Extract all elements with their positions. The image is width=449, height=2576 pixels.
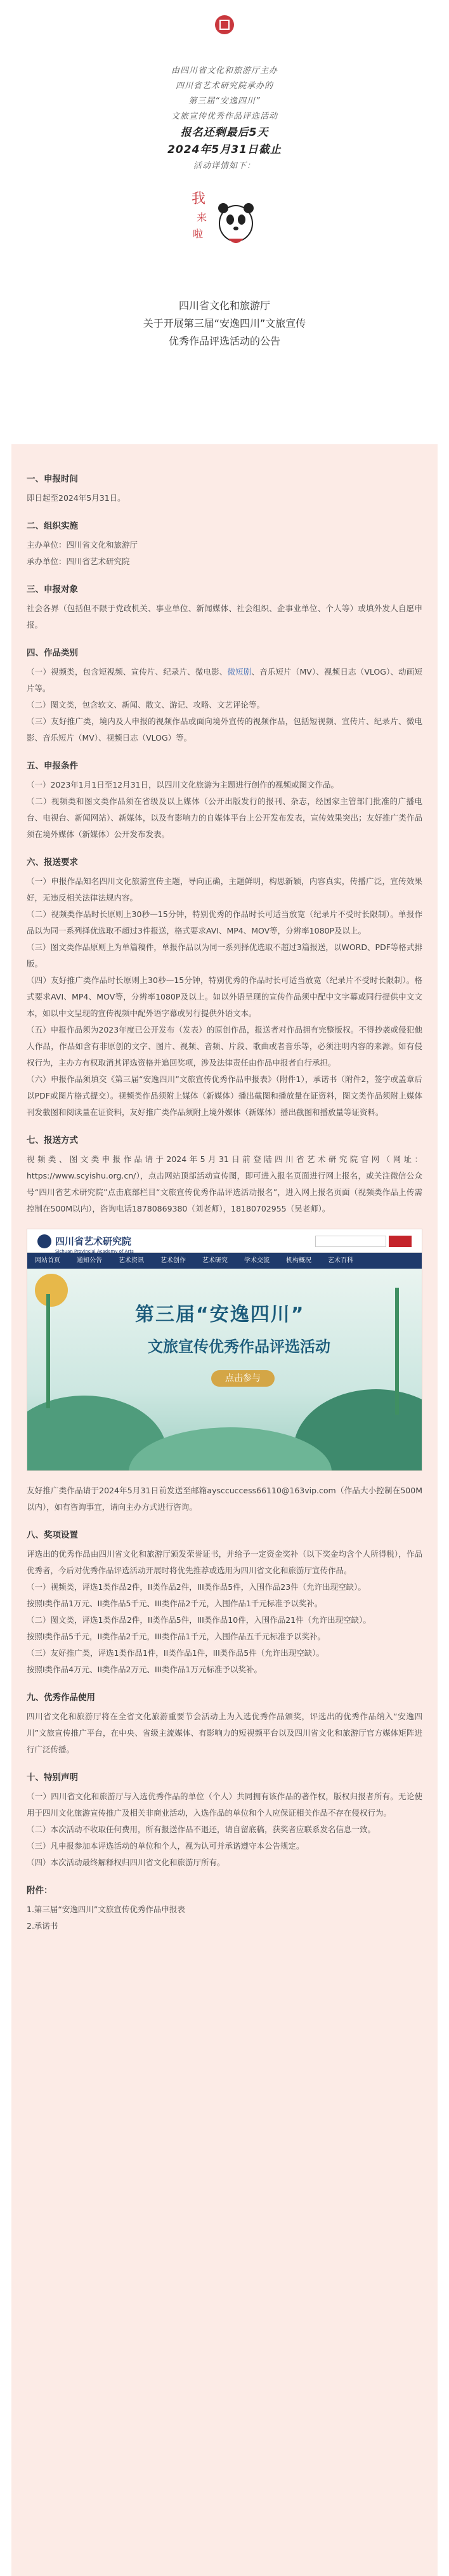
section-text: 即日起至2024年5月31日。 xyxy=(27,493,126,503)
section-text: （二）视频类作品时长原则上30秒—15分钟，特别优秀的作品时长可适当放宽（纪录片不受时长限制）。单报作品以为同一系列择优选取不超过3件报送，格式要求AVI、MP4、MOV等，分辨率1080P及以上。 xyxy=(27,909,422,935)
attachment-item[interactable]: 1.第三届“安逸四川”文旅宣传优秀作品申报表 xyxy=(27,1905,185,1914)
site-nav-item[interactable]: 通知公告 xyxy=(77,1257,102,1264)
site-nav-item[interactable]: 艺术资讯 xyxy=(119,1257,144,1264)
section-heading: 一、申报时间 xyxy=(27,474,78,484)
detail-intro: 活动详情如下： xyxy=(193,161,256,171)
intro-line: 四川省艺术研究院承办的 xyxy=(175,81,273,91)
deadline-days: 报名还剩最后5天 xyxy=(180,126,269,139)
section-text: （二）图文类，包含软文、新闻、散文、游记、攻略、文艺评论等。 xyxy=(27,700,265,710)
section-text: （三）凡申报参加本评选活动的单位和个人，视为认可并承诺遵守本公告规定。 xyxy=(27,1841,304,1851)
section-text: （五）申报作品须为2023年度已公开发布（发表）的原创作品，报送者对作品拥有完整版权。不得抄袭或侵犯他人作品，作品如含有非原创的文字、图片、视频、音频、片段、歌曲或者音乐等，必须注明内容的来源。如有侵权行为，主办方有权取消其评选资格并追回奖项，涉及法律责任由作品申报者自行承担。 xyxy=(27,1025,422,1067)
section-text: 评选出的优秀作品由四川省文化和旅游厅颁发荣誉证书，并给予一定资金奖补（以下奖金均含个人所得税），作品优秀者，今后对优秀作品评选活动开展时将优先推荐或选用为四川省文化和旅游厅宣传作品。 xyxy=(27,1549,422,1575)
section-text: （一）四川省文化和旅游厅与入选优秀作品的单位（个人）共同拥有该作品的著作权，版权归报者所有。无论使用于四川文化旅游宣传推广及相关非商业活动，入选作品的单位和个人应保证相关作品不存在侵权行为。 xyxy=(27,1792,422,1818)
intro-line: 由四川省文化和旅游厅主办 xyxy=(171,66,278,76)
micro-drama-link[interactable]: 微短剧 xyxy=(227,667,252,677)
section-heading: 三、申报对象 xyxy=(27,585,78,595)
section-text: 主办单位：四川省文化和旅游厅 xyxy=(27,540,138,550)
announcement-titles xyxy=(0,297,449,350)
section-text: （三）友好推广类，评选1类作品1件，II类作品1件，III类作品5件（允许出现空缺）。 xyxy=(27,1648,324,1658)
site-nav-item[interactable]: 艺术百科 xyxy=(328,1257,353,1264)
section-heading: 二、组织实施 xyxy=(27,521,78,531)
section-heading: 四、作品类别 xyxy=(27,648,78,658)
section-text: 按照I类作品1万元、II类作品5千元、III类作品2千元，入围作品1千元标准予以奖补。 xyxy=(27,1599,323,1608)
seal-icon xyxy=(214,14,235,36)
section-text: （六）申报作品须填交《第三届“安逸四川”文旅宣传优秀作品申报表》（附件1），承诺书（附件2，签字或盖章后以PDF或图片格式提交）。视频类作品须附上媒体（新媒体）播出截图和播放量在证资料，图文类作品须附上媒体刊发截图和阅读量在证资料，友好推广类作品须附上境外媒体（新媒体）播出截图和播放量等证资料。 xyxy=(27,1074,422,1117)
doc-title-line2: 优秀作品评选活动的公告 xyxy=(168,335,280,347)
section-text: （三）图文类作品原则上为单篇稿件，单报作品以为同一系列择优选取不超过3篇报送，以WORD、PDF等格式排版。 xyxy=(27,942,422,968)
svg-text:啦: 啦 xyxy=(193,228,204,240)
section-text: 按照I类作品4万元、II类作品2万元、III类作品1万元标准予以奖补。 xyxy=(27,1665,262,1674)
section-heading: 八、奖项设置 xyxy=(27,1530,78,1540)
sun-emblem-icon xyxy=(35,1274,68,1307)
section-text: 视频类、图文类申报作品请于2024年5月31日前登陆四川省艺术研究院官网（网址：https://www.scyishu.org.cn/），点击网站顶部活动宣传图，即可进入报名页面进行网上报名，或关注微信公众号“四川省艺术研究院”点击底部栏目“文旅宣传优秀作品评选活动报名”，进入网上报名页面（视频类作品上传需控制在500M以内），咨询电话18780869380（刘老师），18180702955（吴老师）。 xyxy=(27,1154,422,1213)
doc-title-line1: 关于开展第三届“安逸四川”文旅宣传 xyxy=(143,317,306,329)
attachments-heading: 附件： xyxy=(27,1886,53,1896)
deadline-date: 2024年5月31日截止 xyxy=(167,143,282,156)
section-text: （三）友好推广类，境内及人申报的视频作品或面向境外宣传的视频作品，包括短视频、宣传片、纪录片、微电影、音乐短片（MV）、视频日志（VLOG）等。 xyxy=(27,717,422,743)
org-title: 四川省文化和旅游厅 xyxy=(178,300,270,312)
section-text: 友好推广类作品请于2024年5月31日前发送至邮箱aysccuccess66110@163vip.com（作品大小控制在500M以内），如有咨询事宜，请向主办方式进行咨询。 xyxy=(27,1486,422,1512)
bamboo-icon xyxy=(395,1288,399,1415)
section-heading: 五、申报条件 xyxy=(27,761,78,771)
banner-subtitle: 文旅宣传优秀作品评选活动 xyxy=(148,1338,330,1356)
header-area xyxy=(0,0,449,444)
section-heading: 十、特别声明 xyxy=(27,1773,78,1783)
section-text: （一）视频类，评选1类作品2件，II类作品2件，III类作品5件，入围作品23件（允许出现空缺）。 xyxy=(27,1582,366,1592)
text-span: （一）视频类，包含短视频、宣传片、纪录片、微电影、 xyxy=(27,667,228,677)
banner-title: 第三届“安逸四川” xyxy=(135,1304,305,1326)
site-nav-item[interactable]: 机构概况 xyxy=(286,1257,311,1264)
announcement-body xyxy=(11,444,438,2576)
site-logo-text: 四川省艺术研究院 xyxy=(55,1236,132,1247)
site-nav-item[interactable]: 网站首页 xyxy=(35,1257,60,1264)
site-nav-item[interactable]: 学术交流 xyxy=(244,1257,270,1264)
section-text: 四川省文化和旅游厅将在全省文化旅游重要节会活动上为入选优秀作品颁奖，评选出的优秀作品纳入“安逸四川”文旅宣传推广平台，在中央、省级主流媒体、有影响力的短视频平台以及四川省文化和旅游厅官方媒体矩阵进行广泛传播。 xyxy=(27,1712,422,1754)
text-span: 、音乐短片（MV）、视频日志（VLOG）、动画短片等。 xyxy=(27,667,422,693)
section-heading: 六、报送要求 xyxy=(27,857,78,868)
section-text: （二）本次活动不收取任何费用，所有报送作品不退还，请自留底稿，获奖者应联系发名信息一致。 xyxy=(27,1825,376,1834)
section-heading: 七、报送方式 xyxy=(27,1135,78,1146)
section-text: （一）2023年1月1日至12月31日，以四川文化旅游为主题进行创作的视频或图文作品。 xyxy=(27,780,339,789)
site-header xyxy=(27,1229,422,1253)
banner-participate-button[interactable]: 点击参与 xyxy=(211,1370,275,1387)
bamboo-icon xyxy=(46,1294,50,1408)
section-heading: 九、优秀作品使用 xyxy=(27,1693,95,1703)
section-text: （一）申报作品知名四川文化旅游宣传主题，导向正确，主题鲜明，构思新颖，内容真实，传播广泛，宣传效果好，无违反相关法律法规内容。 xyxy=(27,876,422,902)
svg-text:我: 我 xyxy=(192,191,206,207)
section-text: （四）本次活动最终解释权归四川省文化和旅游厅所有。 xyxy=(27,1858,225,1867)
intro-line: 文旅宣传优秀作品评选活动 xyxy=(171,112,278,121)
svg-text:来: 来 xyxy=(197,211,207,223)
site-search-input[interactable] xyxy=(315,1236,386,1247)
intro-line: 第三届“安逸四川” xyxy=(188,96,261,106)
site-logo-english: Sichuan Provincial Academy of Arts xyxy=(55,1249,134,1254)
section-text: 承办单位：四川省艺术研究院 xyxy=(27,557,130,566)
section-text: 社会各界（包括但不限于党政机关、事业单位、新闻媒体、社会组织、企事业单位、个人等）或填外发人自愿申报。 xyxy=(27,604,422,630)
section-text: （四）友好推广类作品时长原则上30秒—15分钟，特别优秀的作品时长可适当放宽（纪录片不受时长限制）。格式要求AVI、MP4、MOV等，分辨率1080P及以上。如以外语呈现的宣传作品须中配中文字幕或同行提供中文文本，如以中文呈现的宣传视频中配外语字幕或另行提供外语文本。 xyxy=(27,975,422,1018)
site-nav-item[interactable]: 艺术研究 xyxy=(202,1257,228,1264)
site-nav-item[interactable]: 艺术创作 xyxy=(160,1257,186,1264)
attachment-item[interactable]: 2.承诺书 xyxy=(27,1921,58,1931)
section-text xyxy=(27,664,422,697)
site-search-button[interactable] xyxy=(389,1236,412,1247)
section-text: （二）图文类，评选1类作品2件，II类作品5件，III类作品10件，入围作品21件（允许出现空缺）。 xyxy=(27,1615,371,1625)
academy-logo-icon xyxy=(37,1234,51,1248)
section-text: 按照I类作品5千元，II类作品2千元，III类作品1千元，入围作品五千元标准予以奖补。 xyxy=(27,1632,325,1641)
intro xyxy=(0,63,449,174)
panda-mascot-icon xyxy=(190,184,260,254)
section-text: （二）视频类和图文类作品须在省级及以上媒体（公开出版发行的报刊、杂志，经国家主管部门批准的广播电台、电视台、新闻网站）、新媒体，以及有影响力的自媒体平台上公开发布发表，宣传效果突出；友好推广类作品须在境外媒体（新媒体）公开发布发表。 xyxy=(27,796,422,839)
activity-banner[interactable] xyxy=(27,1269,422,1470)
website-screenshot xyxy=(27,1229,422,1471)
